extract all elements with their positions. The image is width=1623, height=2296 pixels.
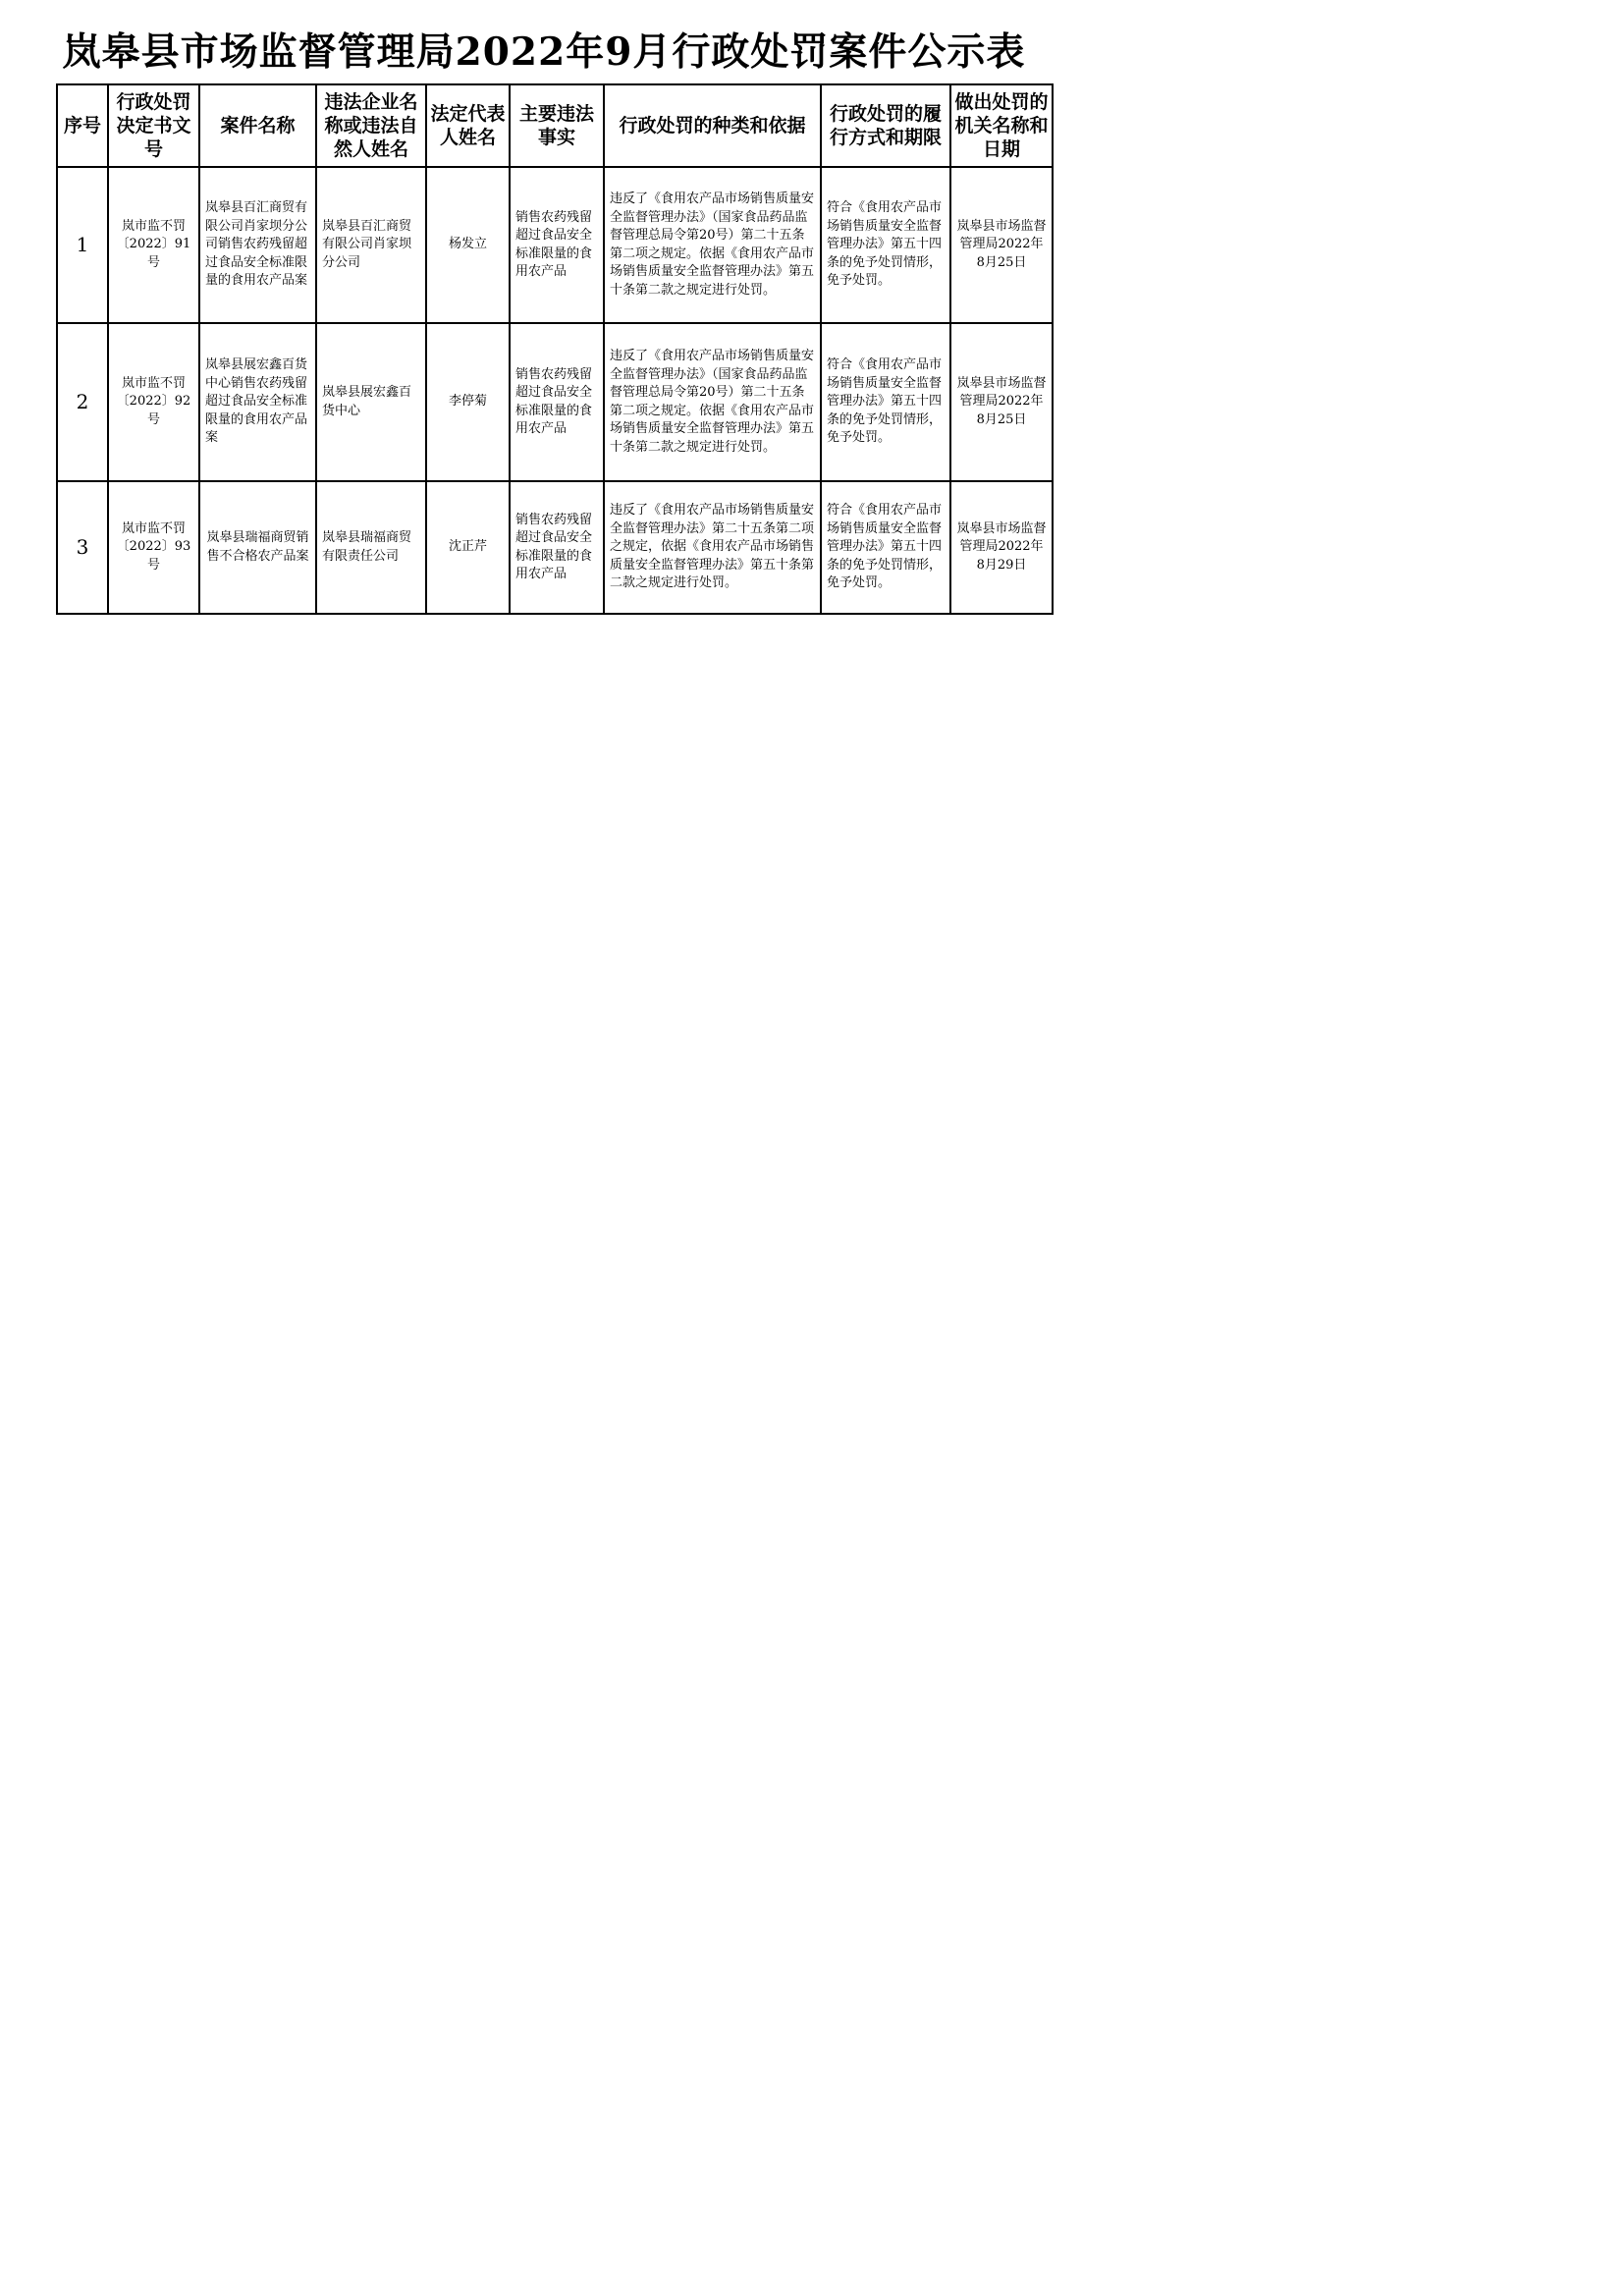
header-cell: 法定代表人姓名 xyxy=(426,84,510,167)
issuing-agency-date: 岚皋县市场监督管理局2022年8月25日 xyxy=(950,323,1053,481)
header-cell: 行政处罚的种类和依据 xyxy=(604,84,821,167)
table-row xyxy=(57,167,1053,323)
penalty-type-basis: 违反了《食用农产品市场销售质量安全监督管理办法》（国家食品药品监督管理总局令第20号）第二十五条第二项之规定。依据《食用农产品市场销售质量安全监督管理办法》第五十条第二款之规定进行处罚。 xyxy=(604,323,821,481)
row-number: 2 xyxy=(57,323,108,481)
performance-method: 符合《食用农产品市场销售质量安全监督管理办法》第五十四条的免予处罚情形，免予处罚。 xyxy=(821,167,950,323)
penalty-type-basis: 违反了《食用农产品市场销售质量安全监督管理办法》第二十五条第二项之规定，依据《食用农产品市场销售质量安全监督管理办法》第五十条第二款之规定进行处罚。 xyxy=(604,481,821,614)
decision-doc-number: 岚市监不罚〔2022〕93号 xyxy=(108,481,199,614)
performance-method: 符合《食用农产品市场销售质量安全监督管理办法》第五十四条的免予处罚情形，免予处罚。 xyxy=(821,481,950,614)
violation-facts: 销售农药残留超过食品安全标准限量的食用农产品 xyxy=(510,323,604,481)
row-number: 1 xyxy=(57,167,108,323)
legal-representative: 李停菊 xyxy=(426,323,510,481)
violator-name: 岚皋县展宏鑫百货中心 xyxy=(316,323,426,481)
case-name: 岚皋县瑞福商贸销售不合格农产品案 xyxy=(199,481,316,614)
header-cell: 行政处罚的履行方式和期限 xyxy=(821,84,950,167)
decision-doc-number: 岚市监不罚〔2022〕91号 xyxy=(108,167,199,323)
header-cell: 做出处罚的机关名称和日期 xyxy=(950,84,1053,167)
violator-name: 岚皋县瑞福商贸有限责任公司 xyxy=(316,481,426,614)
header-cell: 案件名称 xyxy=(199,84,316,167)
header-cell: 序号 xyxy=(57,84,108,167)
violation-facts: 销售农药残留超过食品安全标准限量的食用农产品 xyxy=(510,167,604,323)
table-row xyxy=(57,323,1053,481)
header-cell: 违法企业名称或违法自然人姓名 xyxy=(316,84,426,167)
row-number: 3 xyxy=(57,481,108,614)
case-name: 岚皋县展宏鑫百货中心销售农药残留超过食品安全标准限量的食用农产品案 xyxy=(199,323,316,481)
header-row xyxy=(57,84,1053,167)
legal-representative: 沈正芹 xyxy=(426,481,510,614)
penalty-type-basis: 违反了《食用农产品市场销售质量安全监督管理办法》（国家食品药品监督管理总局令第20号）第二十五条第二项之规定。依据《食用农产品市场销售质量安全监督管理办法》第五十条第二款之规定进行处罚。 xyxy=(604,167,821,323)
table-row xyxy=(57,481,1053,614)
violator-name: 岚皋县百汇商贸有限公司肖家坝分公司 xyxy=(316,167,426,323)
penalty-table xyxy=(56,83,1054,615)
performance-method: 符合《食用农产品市场销售质量安全监督管理办法》第五十四条的免予处罚情形，免予处罚。 xyxy=(821,323,950,481)
issuing-agency-date: 岚皋县市场监督管理局2022年8月25日 xyxy=(950,167,1053,323)
issuing-agency-date: 岚皋县市场监督管理局2022年8月29日 xyxy=(950,481,1053,614)
header-cell: 主要违法事实 xyxy=(510,84,604,167)
page-title: 岚皋县市场监督管理局2022年9月行政处罚案件公示表 xyxy=(62,29,1026,75)
decision-doc-number: 岚市监不罚〔2022〕92号 xyxy=(108,323,199,481)
header-cell: 行政处罚决定书文号 xyxy=(108,84,199,167)
legal-representative: 杨发立 xyxy=(426,167,510,323)
case-name: 岚皋县百汇商贸有限公司肖家坝分公司销售农药残留超过食品安全标准限量的食用农产品案 xyxy=(199,167,316,323)
violation-facts: 销售农药残留超过食品安全标准限量的食用农产品 xyxy=(510,481,604,614)
